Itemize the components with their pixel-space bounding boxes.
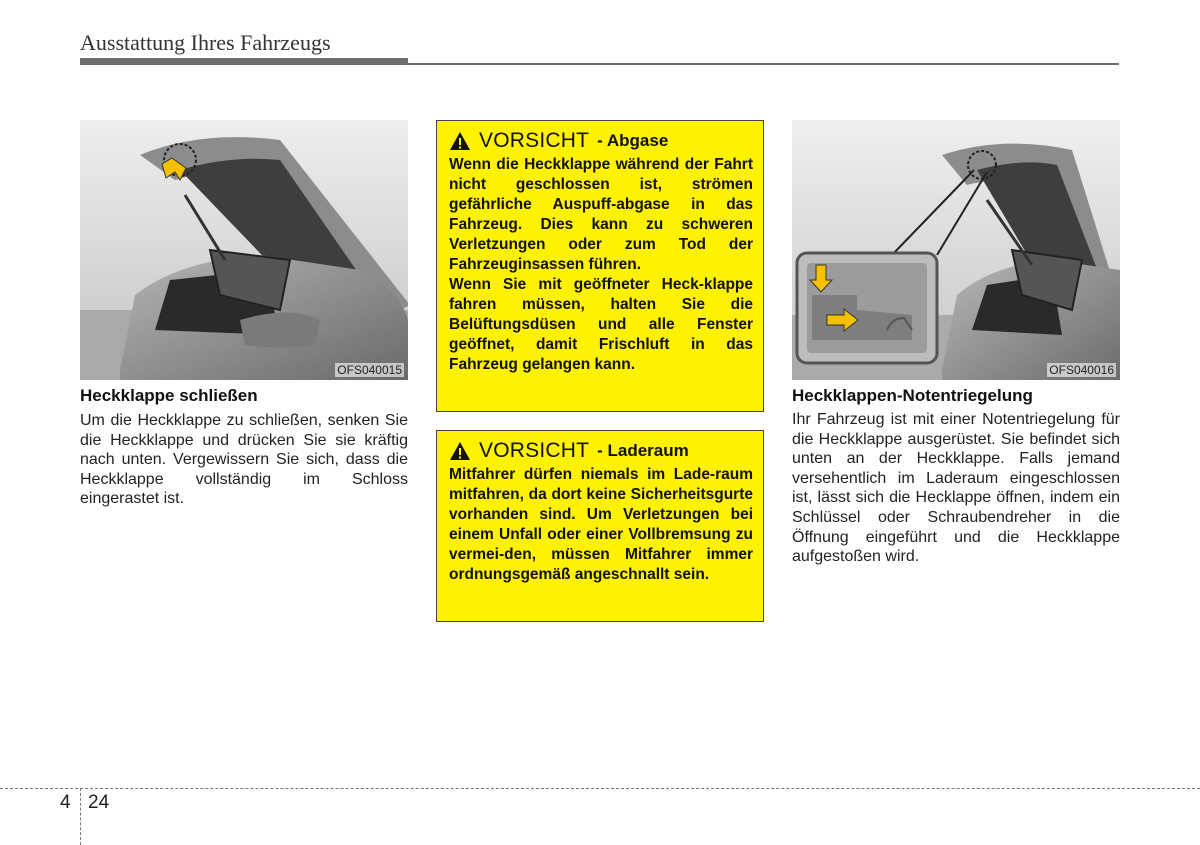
photo-code: OFS040016 — [1049, 363, 1114, 377]
warning-paragraph: Wenn Sie mit geöffneter Heck-klappe fahren müssen, halten Sie die Belüftungsdüsen und alle Fenster geöffnet, damit Frischluft in das Fahrzeug gelangen kann. — [449, 276, 753, 373]
header-rule — [408, 63, 1119, 65]
close-paragraph: Um die Heckklappe zu schließen, senken Sie die Heckklappe und drücken Sie sie kräftig nach unten. Vergewissern Sie sich, dass die Heckklappe vollständig im Schloss eingerastet ist. — [80, 412, 408, 508]
section-heading-emergency: Heckklappen-Notentriegelung — [792, 386, 1033, 405]
warning-triangle-icon — [449, 441, 471, 461]
page-header-title: Ausstattung Ihres Fahrzeugs — [80, 30, 331, 55]
warning-subtitle: - Abgase — [597, 131, 669, 150]
warning-paragraph: Wenn die Heckklappe während der Fahrt nicht geschlossen ist, strömen gefährliche Auspuff-abgase in das Fahrzeug. Dies kann zu schweren Verletzungen oder zum Tod der Fahrzeuginsassen führen. — [449, 156, 753, 273]
warning-box-cargo — [436, 430, 764, 622]
emergency-paragraph: Ihr Fahrzeug ist mit einer Notentriegelung für die Heckklappe ausgerüstet. Sie befindet sich unten an der Heckklappe. Falls jemand versehentlich im Laderaum eingeschlossen ist, lässt sich die Hecklappe öffnen, indem ein Schlüssel oder Schraubendreher in die Öffnung eingeführt und die Heckklappe aufgestoßen wird. — [792, 411, 1120, 566]
warning-text — [449, 155, 753, 375]
warning-paragraph: Mitfahrer dürfen niemals im Lade-raum mitfahren, da dort keine Sicherheitsgurte vorhanden sind. Um Verletzungen bei einem Unfall oder einer Vollbremsung zu vermei-den, müssen Mitfahrer immer ordnungsgemäß angeschnallt sein. — [449, 466, 753, 583]
page-number: 24 — [88, 792, 110, 813]
footer-divider — [80, 788, 81, 845]
warning-title — [449, 439, 753, 463]
emergency-release-photo — [792, 120, 1120, 380]
footer-rule — [0, 788, 1200, 789]
header-bar — [80, 58, 408, 65]
warning-subtitle: - Laderaum — [597, 441, 689, 460]
warning-triangle-icon — [449, 131, 471, 151]
chapter-number: 4 — [60, 792, 71, 813]
warning-title — [449, 129, 753, 153]
section-heading-close: Heckklappe schließen — [80, 386, 258, 405]
warning-word: VORSICHT — [479, 439, 590, 462]
warning-box-exhaust — [436, 120, 764, 412]
warning-text — [449, 465, 753, 585]
tailgate-closing-photo — [80, 120, 408, 380]
close-instructions — [80, 411, 408, 509]
photo-code: OFS040015 — [337, 363, 402, 377]
warning-word: VORSICHT — [479, 129, 590, 152]
emergency-instructions — [792, 410, 1120, 567]
